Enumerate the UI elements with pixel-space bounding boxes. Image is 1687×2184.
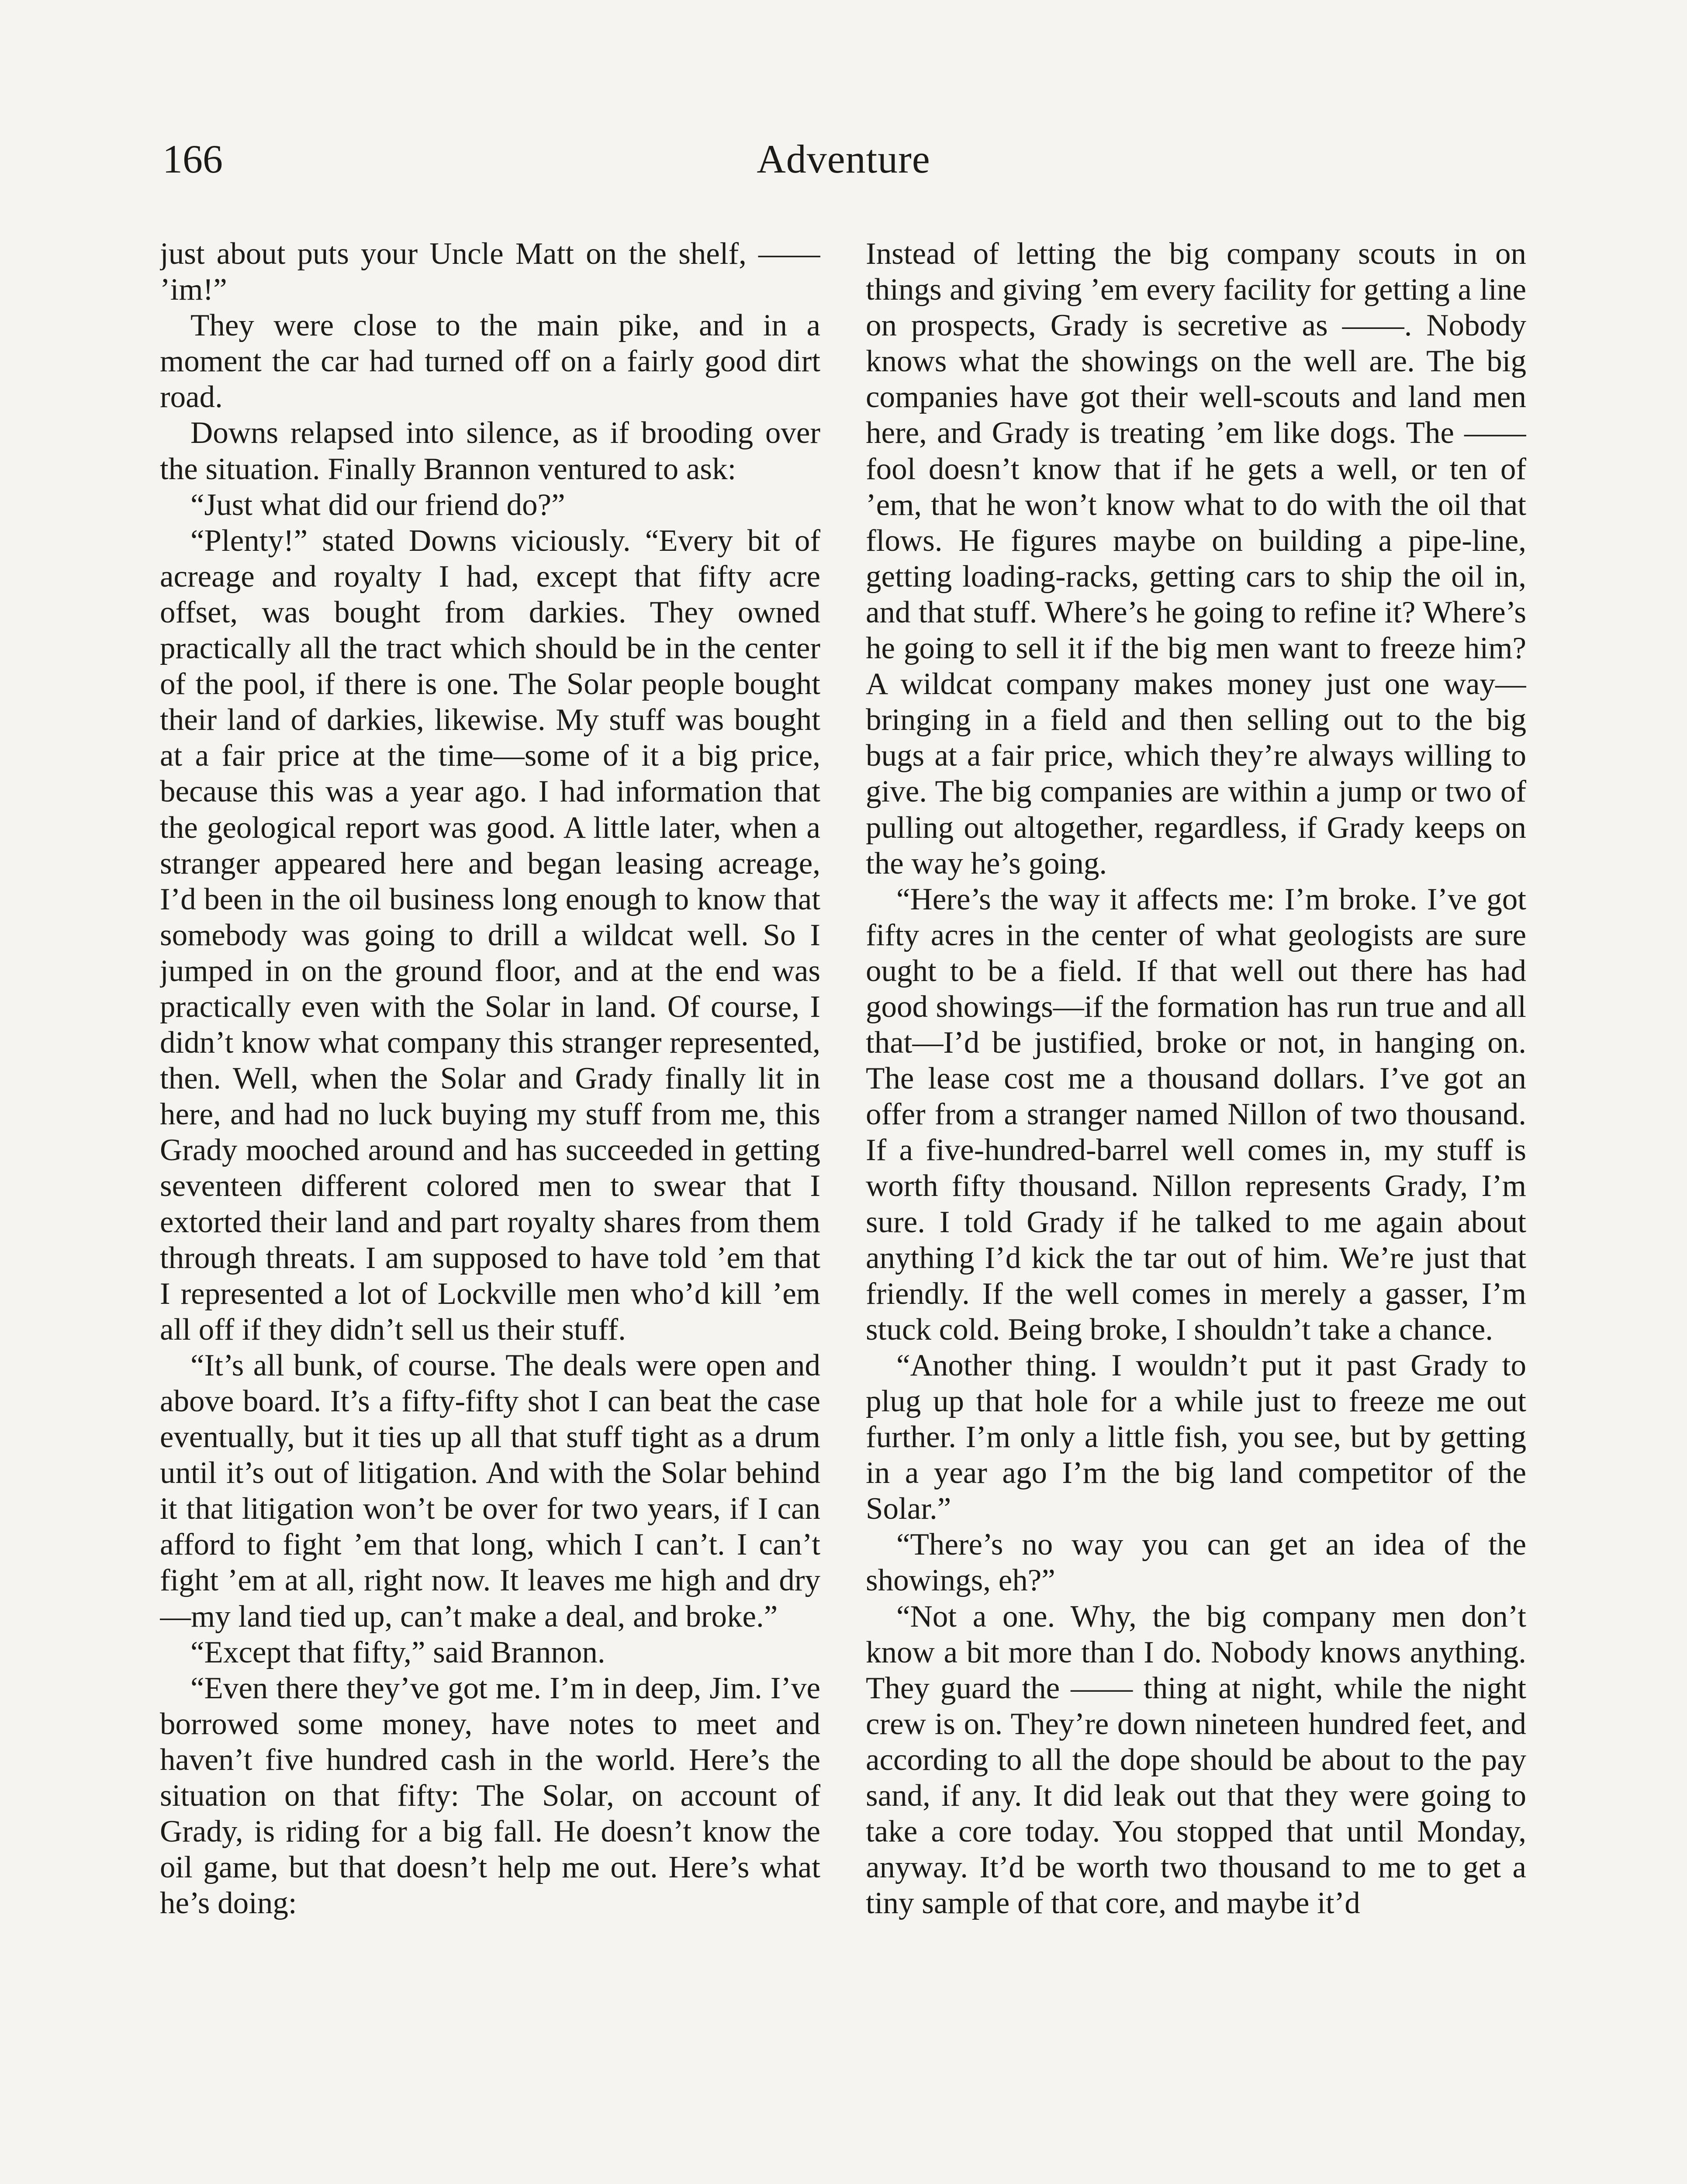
paragraph: “Except that fifty,” said Brannon. (190, 1635, 605, 1669)
paragraph: Downs relapsed into silence, as if brooding over the situation. Finally Brannon ventured to ask: (160, 416, 820, 486)
page-number: 166 (162, 137, 223, 181)
paragraph: Instead of letting the big company scouts in on things and giving ’em every facility for getting a line on prospects, Grady is secretive as ——. Nobody knows what the showings on the well are. The big companies have got their well-scouts and land men here, and Grady is treating ’em like dogs. The —— fool doesn’t know that if he gets a well, or ten of ’em, that he won’t know what to do with the oil that flows. He figures maybe on building a pipe-line, getting loading-racks, getting cars to ship the oil in, and that stuff. Where’s he going to refine it? Where’s he going to sell it if the big men want to freeze him? A wildcat company makes money just one way—bringing in a field and then selling out to the big bugs at a fair price, which they’re always willing to give. The big companies are within a jump or two of pulling out altogether, regardless, if Grady keeps on the way he’s going. (866, 237, 1526, 881)
paragraph: “Plenty!” stated Downs viciously. “Every bit of acreage and royalty I had, except that fifty acre offset, was bought from darkies. They owned practically all the tract which should be in the center of the pool, if there is one. The Solar people bought their land of darkies, likewise. My stuff was bought at a fair price at the time—some of it a big price, because this was a year ago. I had information that the geological report was good. A little later, when a stranger appeared here and began leasing acreage, I’d been in the oil business long enough to know that somebody was going to drill a wildcat well. So I jumped in on the ground floor, and at the end was practically even with the Solar in land. Of course, I didn’t know what company this stranger represented, then. Well, when the Solar and Grady finally lit in here, and had no luck buying my stuff from me, this Grady mooched around and has succeeded in getting seventeen different colored men to swear that I extorted their land and part royalty shares from them through threats. I am supposed to have told ’em that I represented a lot of Lockville men who’d kill ’em all off if they didn’t sell us their stuff. (160, 523, 820, 1347)
paragraph: “It’s all bunk, of course. The deals were open and above board. It’s a fifty-fifty shot I can beat the case eventually, but it ties up all that stuff tight as a drum until it’s out of litigation. And with the Solar behind it that litigation won’t be over for two years, if I can afford to fight ’em that long, which I can’t. I can’t fight ’em at all, right now. It leaves me high and dry—my land tied up, can’t make a deal, and broke.” (160, 1348, 820, 1634)
paragraph: “Another thing. I wouldn’t put it past Grady to plug up that hole for a while just to freeze me out further. I’m only a little fish, you see, but by getting in a year ago I’m the big land competitor of the Solar.” (866, 1348, 1526, 1526)
paragraph: They were close to the main pike, and in a moment the car had turned off on a fairly good dirt road. (160, 308, 820, 415)
left-column (160, 236, 820, 1921)
paragraph: just about puts your Uncle Matt on the shelf, —— ’im!” (160, 237, 820, 307)
paragraph: “There’s no way you can get an idea of the showings, eh?” (866, 1527, 1526, 1598)
right-column (866, 236, 1526, 1921)
paragraph: “Here’s the way it affects me: I’m broke. I’ve got fifty acres in the center of what geologists are sure ought to be a field. If that well out there has had good showings—if the formation has run true and all that—I’d be justified, broke or not, in hanging on. The lease cost me a thousand dollars. I’ve got an offer from a stranger named Nillon of two thousand. If a five-hundred-barrel well comes in, my stuff is worth fifty thousand. Nillon represents Grady, I’m sure. I told Grady if he talked to me again about anything I’d kick the tar out of him. We’re just that friendly. If the well comes in merely a gasser, I’m stuck cold. Being broke, I shouldn’t take a chance. (866, 882, 1526, 1347)
paragraph: “Even there they’ve got me. I’m in deep, Jim. I’ve borrowed some money, have notes to meet and haven’t five hundred cash in the world. Here’s the situation on that fifty: The Solar, on account of Grady, is riding for a big fall. He doesn’t know the oil game, but that doesn’t help me out. Here’s what he’s doing: (160, 1671, 820, 1921)
running-title: Adventure (757, 137, 930, 181)
paragraph: “Just what did our friend do?” (190, 487, 565, 522)
paragraph: “Not a one. Why, the big company men don’t know a bit more than I do. Nobody knows anything. They guard the —— thing at night, while the night crew is on. They’re down nineteen hundred feet, and according to all the dope should be about to the pay sand, if any. It did leak out that they were going to take a core today. You stopped that until Monday, anyway. It’d be worth two thousand to me to get a tiny sample of that core, and maybe it’d (866, 1599, 1526, 1921)
